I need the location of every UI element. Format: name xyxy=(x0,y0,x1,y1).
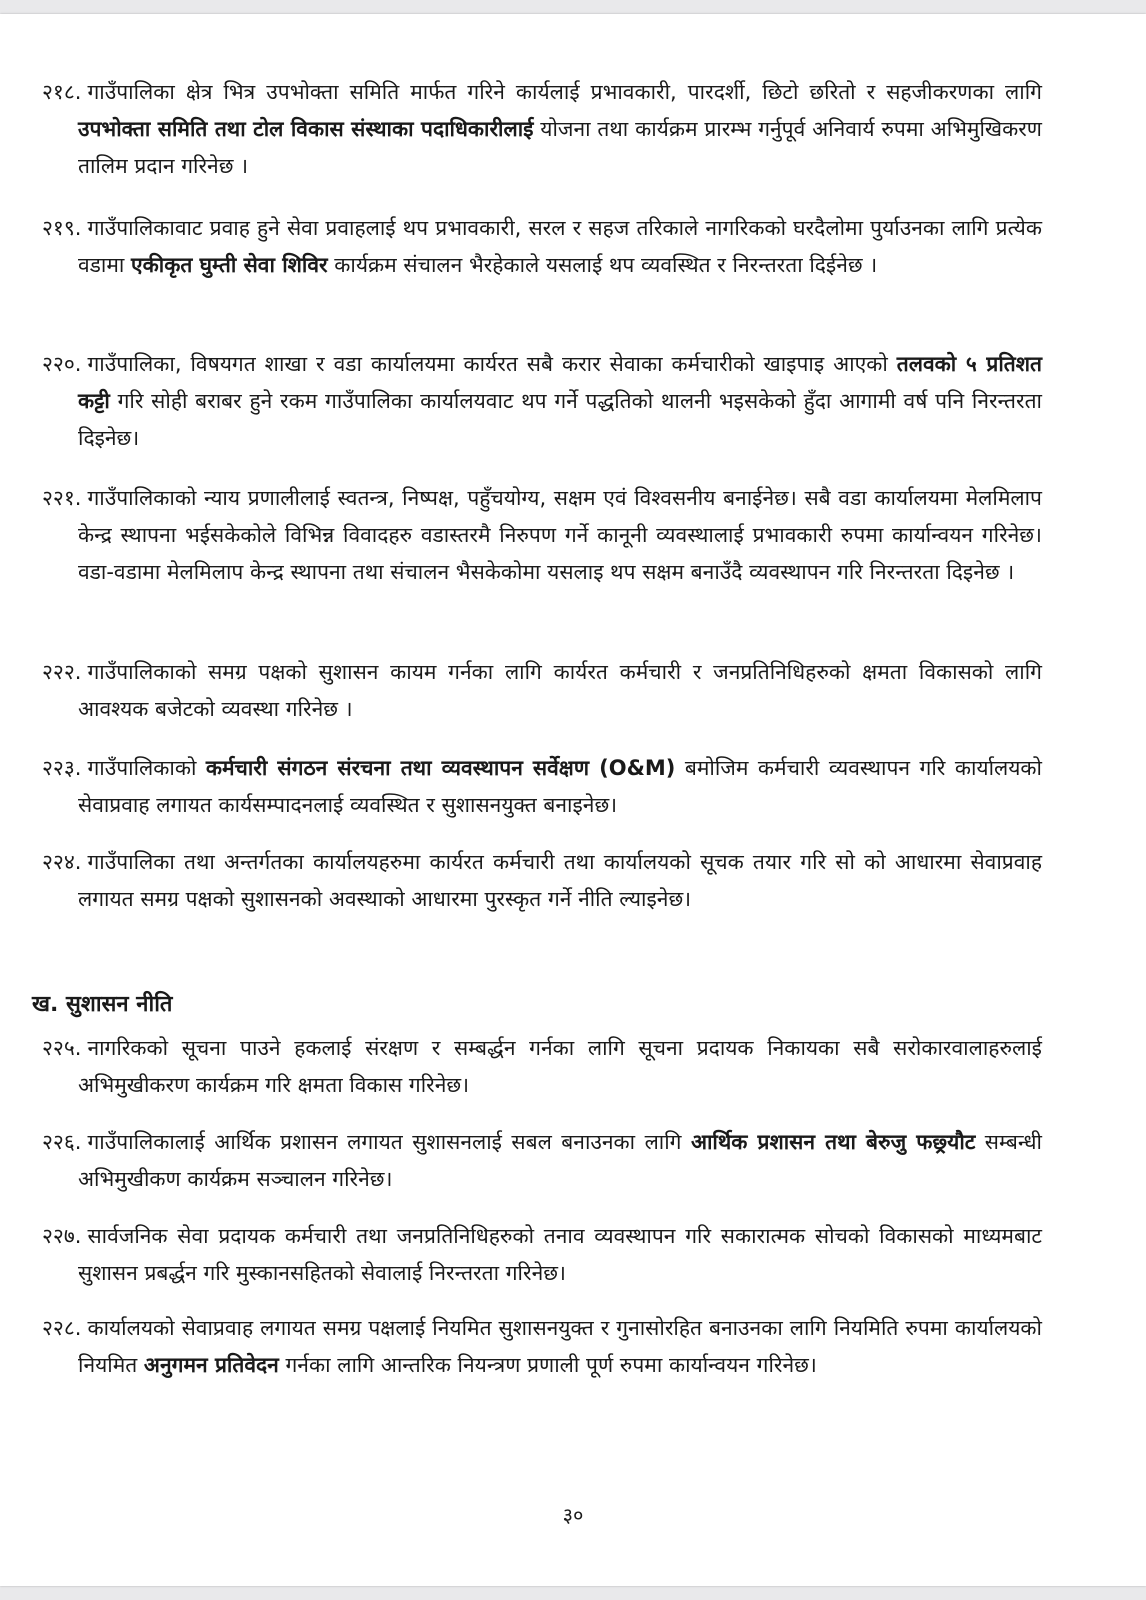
bold-text: उपभोक्ता समिति तथा टोल विकास संस्थाका पदाधिकारीलाई xyxy=(78,117,534,141)
paragraph-218 xyxy=(42,74,1042,185)
paragraph-number: २२७. xyxy=(42,1224,82,1248)
section-heading: ख. सुशासन नीति xyxy=(32,992,173,1017)
paragraph-number: २२५. xyxy=(42,1036,82,1060)
bold-text: तलवको ५ प्रतिशत कट्टी xyxy=(78,352,1042,413)
paragraph-text: गरि सोही बराबर हुने रकम गाउँपालिका कार्यालयवाट थप गर्ने पद्धतिको थालनी भइसकेको हुँदा आगामी वर्ष पनि निरन्तरता दिइनेछ। xyxy=(78,389,1042,450)
paragraph-text: बमोजिम कर्मचारी व्यवस्थापन गरि कार्यालयको सेवाप्रवाह लगायत कार्यसम्पादनलाई व्यवस्थित र सुशासनयुक्त बनाइनेछ। xyxy=(78,756,1042,817)
bold-text: अनुगमन प्रतिवेदन xyxy=(143,1353,279,1377)
paragraph-text: गाउँपालिकालाई आर्थिक प्रशासन लगायत सुशासनलाई सबल बनाउनका लागि xyxy=(87,1130,691,1154)
bold-text: कर्मचारी संगठन संरचना तथा व्यवस्थापन सर्वेक्षण (O&M) xyxy=(205,756,676,780)
document-page xyxy=(0,14,1146,1586)
paragraph-number: २१९. xyxy=(42,216,82,240)
paragraph-text: गाउँपालिकाको xyxy=(87,756,206,780)
page-number: ३० xyxy=(562,1503,584,1527)
paragraph-number: २२१. xyxy=(42,486,82,510)
paragraph-number: २२२. xyxy=(42,660,82,684)
paragraph-219 xyxy=(42,210,1042,284)
paragraph-text: गाउँपालिकाको न्याय प्रणालीलाई स्वतन्त्र, निष्पक्ष, पहुँचयोग्य, सक्षम एवं विश्वसनीय बनाईनेछ। सबै वडा कार्यालयमा मेलमिलाप केन्द्र स्थापना भईसकेकोले विभिन्न विवादहरु वडास्तरमै निरुपण गर्ने कानूनी व्यवस्थालाई प्रभावकारी रुपमा कार्यान्वयन गरिनेछ। वडा-वडामा मेलमिलाप केन्द्र स्थापना तथा संचालन भैसकेकोमा यसलाइ थप सक्षम बनाउँदै व्यवस्थापन गरि निरन्तरता दिइनेछ । xyxy=(78,486,1042,584)
paragraph-226 xyxy=(42,1124,1042,1198)
paragraph-220 xyxy=(42,346,1042,457)
paragraph-227 xyxy=(42,1218,1042,1292)
paragraph-text: सम्बन्धी अभिमुखीकण कार्यक्रम सञ्चालन गरिनेछ। xyxy=(78,1130,1042,1191)
paragraph-text: नागरिकको सूचना पाउने हकलाई संरक्षण र सम्बर्द्धन गर्नका लागि सूचना प्रदायक निकायका सबै सरोकारवालाहरुलाई अभिमुखीकरण कार्यक्रम गरि क्षमता विकास गरिनेछ। xyxy=(78,1036,1042,1097)
paragraph-225 xyxy=(42,1030,1042,1104)
paragraph-number: २२३. xyxy=(42,756,82,780)
paragraph-number: २२८. xyxy=(42,1316,82,1340)
bold-text: एकीकृत घुम्ती सेवा शिविर xyxy=(131,253,328,277)
paragraph-number: २२०. xyxy=(42,352,82,376)
paragraph-text: कार्यक्रम संचालन भैरहेकाले यसलाई थप व्यवस्थित र निरन्तरता दिईनेछ । xyxy=(327,253,878,277)
paragraph-222 xyxy=(42,654,1042,728)
paragraph-number: २२६. xyxy=(42,1130,82,1154)
paragraph-text: गाउँपालिका क्षेत्र भित्र उपभोक्ता समिति मार्फत गरिने कार्यलाई प्रभावकारी, पारदर्शी, छिटो छरितो र सहजीकरणका लागि xyxy=(87,80,1042,104)
paragraph-text: सार्वजनिक सेवा प्रदायक कर्मचारी तथा जनप्रतिनिधिहरुको तनाव व्यवस्थापन गरि सकारात्मक सोचको विकासको माध्यमबाट सुशासन प्रबर्द्धन गरि मुस्कानसहितको सेवालाई निरन्तरता गरिनेछ। xyxy=(78,1224,1042,1285)
paragraph-text: गाउँपालिका तथा अन्तर्गतका कार्यालयहरुमा कार्यरत कर्मचारी तथा कार्यालयको सूचक तयार गरि सो को आधारमा सेवाप्रवाह लगायत समग्र पक्षको सुशासनको अवस्थाको आधारमा पुरस्कृत गर्ने नीति ल्याइनेछ। xyxy=(78,850,1042,911)
paragraph-text: गाउँपालिकाको समग्र पक्षको सुशासन कायम गर्नका लागि कार्यरत कर्मचारी र जनप्रतिनिधिहरुको क्षमता विकासको लागि आवश्यक बजेटको व्यवस्था गरिनेछ । xyxy=(78,660,1042,721)
bold-text: आर्थिक प्रशासन तथा बेरुजु फछ्र्यौट xyxy=(690,1130,976,1154)
paragraph-number: २२४. xyxy=(42,850,82,874)
paragraph-224 xyxy=(42,844,1042,918)
paragraph-228 xyxy=(42,1310,1042,1384)
paragraph-223 xyxy=(42,750,1042,824)
paragraph-number: २१८. xyxy=(42,80,82,104)
paragraph-text: गाउँपालिकावाट प्रवाह हुने सेवा प्रवाहलाई थप प्रभावकारी, सरल र सहज तरिकाले नागरिकको घरदैलोमा पुर्याउनका लागि प्रत्येक वडामा xyxy=(78,216,1042,277)
paragraph-221 xyxy=(42,480,1042,591)
paragraph-text: कार्यालयको सेवाप्रवाह लगायत समग्र पक्षलाई नियमित सुशासनयुक्त र गुनासोरहित बनाउनका लागि नियमिति रुपमा कार्यालयको नियमित xyxy=(78,1316,1043,1377)
paragraph-text: योजना तथा कार्यक्रम प्रारम्भ गर्नुपूर्व अनिवार्य रुपमा अभिमुखिकरण तालिम प्रदान गरिनेछ । xyxy=(78,117,1042,178)
paragraph-text: गर्नका लागि आन्तरिक नियन्त्रण प्रणाली पूर्ण रुपमा कार्यान्वयन गरिनेछ। xyxy=(278,1353,817,1377)
paragraph-text: गाउँपालिका, विषयगत शाखा र वडा कार्यालयमा कार्यरत सबै करार सेवाका कर्मचारीको खाइपाइ आएको xyxy=(87,352,897,376)
